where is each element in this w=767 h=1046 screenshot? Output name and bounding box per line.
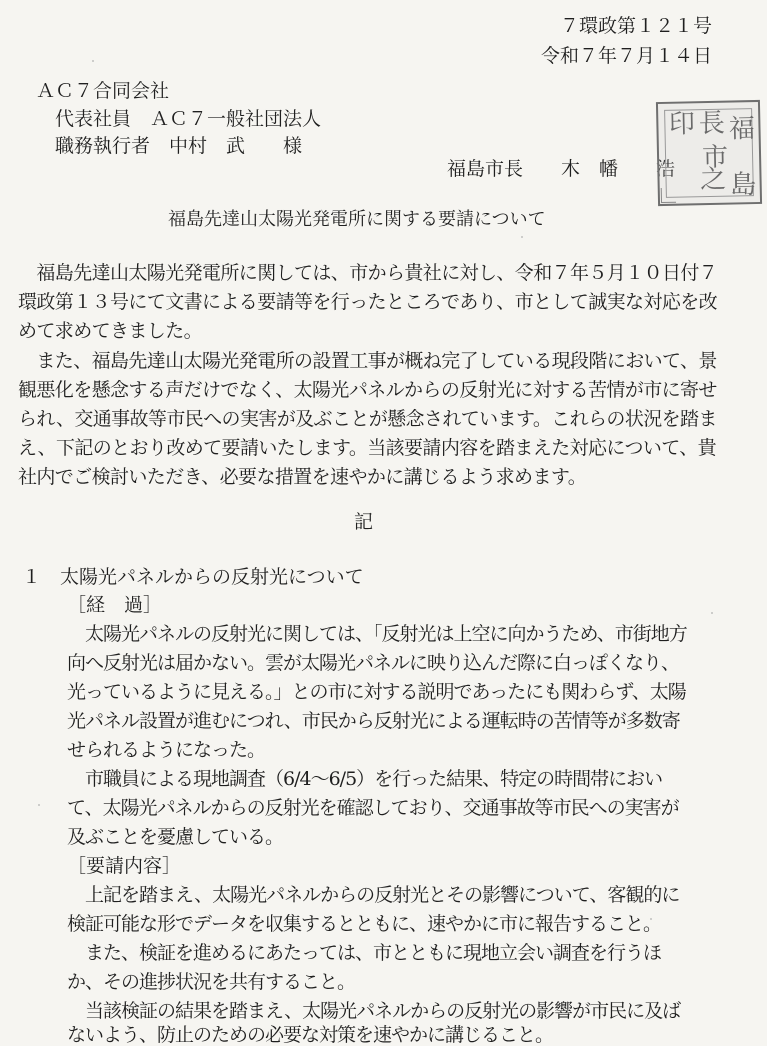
intro-p2-line-4: え、下記のとおり改めて要請いたします。当該要請内容を踏まえた対応について、貴 bbox=[18, 437, 717, 459]
intro-p2-line-2: 観悪化を懸念する声だけでなく、太陽光パネルからの反射光に対する苦情が市に寄せ bbox=[18, 379, 717, 401]
seal-mark bbox=[661, 188, 676, 203]
document-date: 令和７年７月１４日 bbox=[540, 45, 712, 67]
history-p2-line-3: 及ぶことを憂慮している。 bbox=[67, 826, 284, 848]
recipient-representative: 代表社員 ＡＣ７一般社団法人 bbox=[55, 108, 322, 130]
intro-p2-line-3: られ、交通事故等市民への実害が及ぶことが懸念されています。これらの状況を踏ま bbox=[18, 408, 717, 430]
request-label: ［要請内容］ bbox=[67, 855, 182, 877]
scan-speck bbox=[521, 236, 523, 238]
intro-p2-line-1: また、福島先達山太陽光発電所の設置工事が概ね完了している現段階において、景 bbox=[18, 350, 717, 372]
seal-column-2 bbox=[692, 109, 724, 192]
seal-column-3 bbox=[662, 109, 693, 136]
history-label: ［経 過］ bbox=[67, 594, 163, 616]
request-p1-line-2: 検証可能な形でデータを収集するとともに、速やかに市に報告すること。 bbox=[67, 913, 662, 935]
seal-char: 市 bbox=[697, 142, 728, 170]
request-p3-line-1: 当該検証の結果を踏まえ、太陽光パネルからの反射光の影響が市民に及ば bbox=[67, 1000, 681, 1022]
intro-p1-line-1: 福島先達山太陽光発電所に関しては、市から貴社に対し、令和７年５月１０日付７ bbox=[18, 262, 718, 284]
scan-speck bbox=[38, 804, 40, 806]
intro-p2-line-5: 社内でご検討いただき、必要な措置を速やかに講じるよう求めます。 bbox=[18, 466, 587, 488]
intro-p1-line-3: めて求めてきました。 bbox=[18, 320, 203, 342]
section-1-heading: １ 太陽光パネルからの反射光について bbox=[22, 566, 364, 588]
request-p2-line-2: か、その進捗状況を共有すること。 bbox=[67, 971, 356, 993]
request-p3-line-2: ないよう、防止のための必要な対策を速やかに講じること。 bbox=[67, 1024, 554, 1046]
official-seal bbox=[656, 100, 762, 206]
seal-char: 長 bbox=[694, 108, 725, 136]
history-p1-line-2: 向へ反射光は届かない。雲が太陽光パネルに映り込んだ際に白っぽくなり、 bbox=[67, 652, 680, 674]
request-p1-line-1: 上記を踏まえ、太陽光パネルからの反射光とその影響について、客観的に bbox=[67, 884, 680, 906]
sender-title: 福島市長 木 幡 浩 bbox=[446, 158, 675, 180]
scan-speck bbox=[711, 612, 713, 614]
history-p2-line-2: て、太陽光パネルからの反射光を確認しており、交通事故等市民への実害が bbox=[67, 797, 679, 819]
history-p1-line-5: せられるようになった。 bbox=[67, 739, 266, 761]
history-p1-line-1: 太陽光パネルの反射光に関しては、「反射光は上空に向かうため、市街地方 bbox=[67, 623, 687, 645]
seal-char: 印 bbox=[664, 109, 695, 136]
recipient-executor: 職務執行者 中村 武 様 bbox=[55, 135, 303, 157]
seal-char: 之 bbox=[695, 164, 726, 192]
history-p2-line-1: 市職員による現地調査（6/4〜6/5）を行った結果、特定の時間帯におい bbox=[67, 768, 663, 790]
document-number: ７環政第１２１号 bbox=[559, 15, 712, 37]
scan-speck bbox=[92, 60, 94, 62]
seal-char: 福 bbox=[724, 114, 755, 141]
document-title: 福島先達山太陽光発電所に関する要請について bbox=[168, 209, 546, 230]
request-p2-line-1: また、検証を進めるにあたっては、市とともに現地立会い調査を行うほ bbox=[67, 942, 662, 964]
intro-p1-line-2: 環政第１３号にて文書による要請等を行ったところであり、市として誠実な対応を改 bbox=[18, 291, 718, 313]
history-p1-line-3: 光っているように見える。」との市に対する説明であったにも関わらず、太陽 bbox=[67, 681, 686, 703]
ki-mark: 記 bbox=[354, 511, 374, 533]
history-p1-line-4: 光パネル設置が進むにつれ、市民から反射光による運転時の苦情等が多数寄 bbox=[67, 710, 680, 732]
recipient-company: ＡＣ７合同会社 bbox=[36, 80, 170, 102]
seal-char: 島 bbox=[725, 170, 756, 197]
seal-column-1 bbox=[697, 108, 756, 203]
